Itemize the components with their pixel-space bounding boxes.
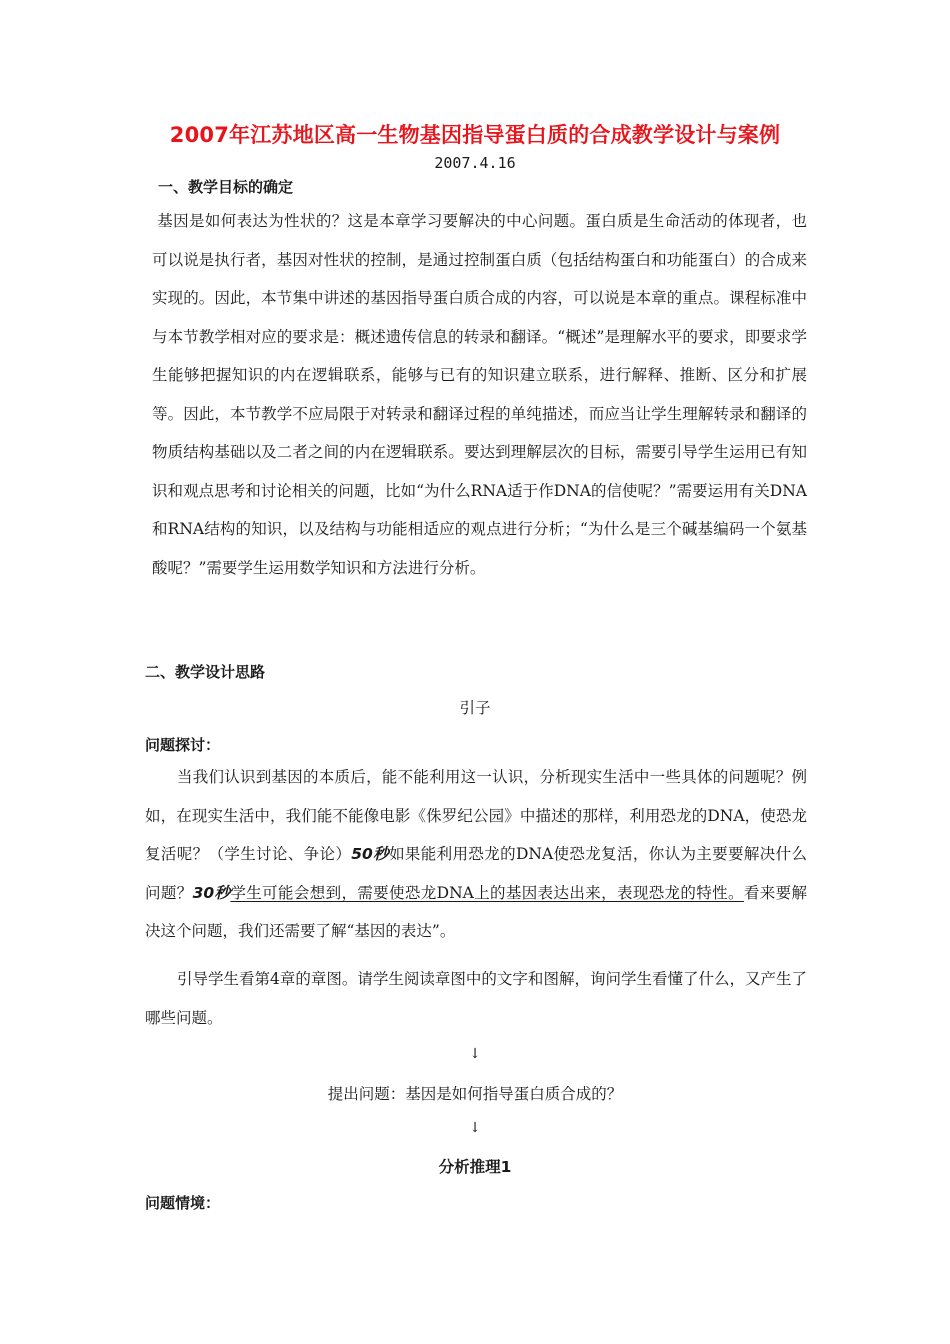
discussion-paragraph <box>145 758 807 951</box>
discussion-text-a: 当我们认识到基因的本质后，能不能利用这一认识，分析现实生活中一些具体的问题呢？例如，在现实生活中，我们能不能像电影《侏罗纪公园》中描述的那样，利用恐龙的DNA，使恐龙复活呢？（学生讨论、争论） <box>145 768 807 863</box>
down-arrow-icon-2: ↓ <box>469 1120 481 1136</box>
underlined-answer: 学生可能会想到，需要使恐龙DNA上的基因表达出来，表现恐龙的特性。 <box>230 883 744 902</box>
document-title: 2007年江苏地区高一生物基因指导蛋白质的合成教学设计与案例 <box>169 123 781 147</box>
chapter-figure-paragraph: 引导学生看第4章的章图。请学生阅读章图中的文字和图解，询问学生看懂了什么，又产生了哪些问题。 <box>145 970 807 1027</box>
discussion-text-c: 看来要解决这个问题，我们还需要了解“基因的表达”。 <box>145 883 807 940</box>
time-marker-b: 30秒 <box>192 883 231 902</box>
situation-label: 问题情境： <box>145 1194 221 1212</box>
discussion-label: 问题探讨： <box>145 736 221 754</box>
section1-paragraph-text: 基因是如何表达为性状的？这是本章学习要解决的中心问题。蛋白质是生命活动的体现者，也可以说是执行者，基因对性状的控制，是通过控制蛋白质（包括结构蛋白和功能蛋白）的合成来实现的。因此，本节集中讲述的基因指导蛋白质合成的内容，可以说是本章的重点。课程标准中与本节教学相对应的要求是：概述遗传信息的转录和翻译。“概述”是理解水平的要求，即要求学生能够把握知识的内在逻辑联系，能够与已有的知识建立联系，进行解释、推断、区分和扩展等。因此，本节教学不应局限于对转录和翻译过程的单纯描述，而应当让学生理解转录和翻译的物质结构基础以及二者之间的内在逻辑联系。要达到理解层次的目标，需要引导学生运用已有知识和观点思考和讨论相关的问题，比如“为什么RNA适于作DNA的信使呢？”需要运用有关DNA和RNA结构的知识，以及结构与功能相适应的观点进行分析；“为什么是三个碱基编码一个氨基酸呢？”需要学生运用数学知识和方法进行分析。 <box>152 212 807 577</box>
analysis-label: 分析推理1 <box>438 1158 512 1176</box>
question-line: 提出问题：基因是如何指导蛋白质合成的？ <box>327 1085 623 1103</box>
section1-paragraph <box>152 202 807 587</box>
intro-label: 引子 <box>459 699 491 717</box>
discussion-text-b: 如果能利用恐龙的DNA使恐龙复活，你认为主要要解决什么问题？ <box>145 845 807 902</box>
time-marker-a: 50秒 <box>351 845 390 863</box>
document-date: 2007.4.16 <box>434 154 516 172</box>
section1-heading: 一、教学目标的确定 <box>158 178 294 196</box>
down-arrow-icon: ↓ <box>469 1046 481 1062</box>
section2-heading: 二、教学设计思路 <box>145 663 266 681</box>
